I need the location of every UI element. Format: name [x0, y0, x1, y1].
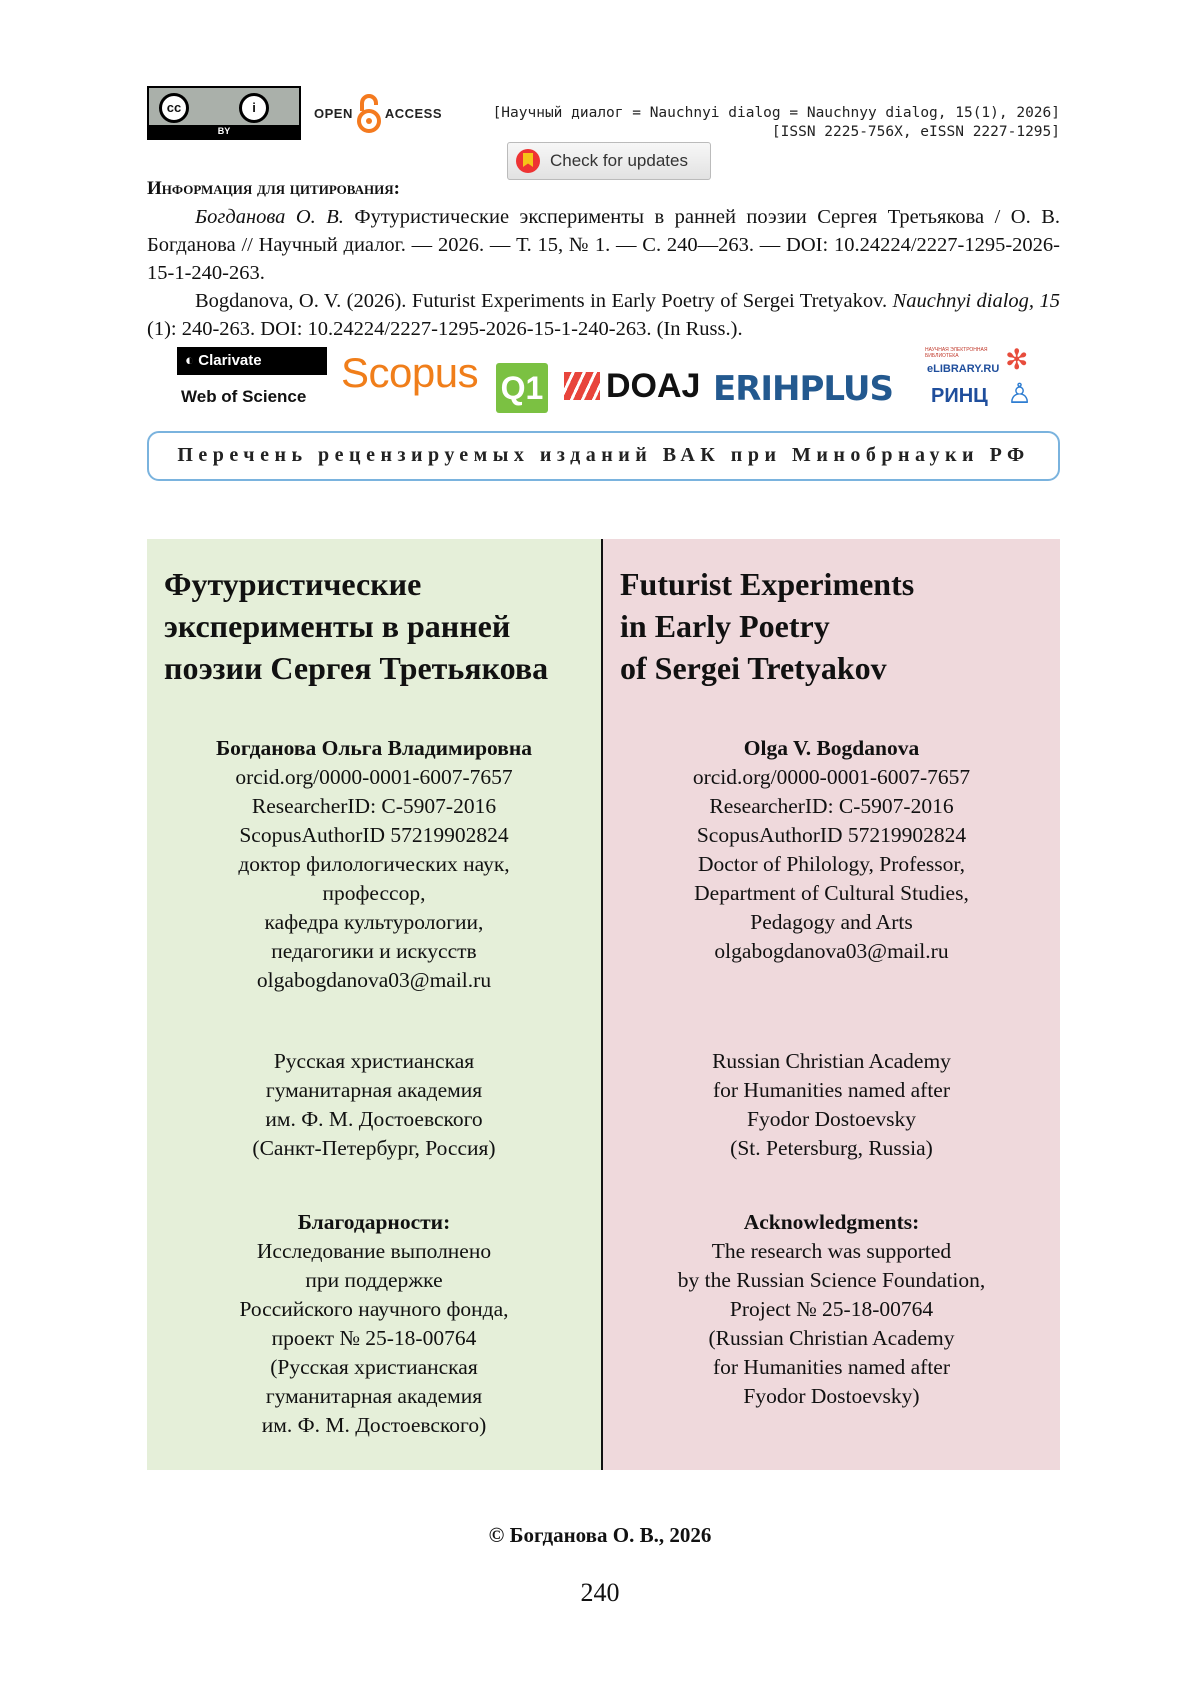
doaj-logo[interactable]: DOAJ: [564, 367, 700, 406]
degree: Doctor of Philology, Professor,: [697, 852, 966, 876]
author-info-en: [603, 734, 1060, 966]
cc-by-label: BY: [149, 125, 299, 138]
degree: доктор филологических наук,: [238, 852, 510, 876]
elibrary-caption: НАУЧНАЯ ЭЛЕКТРОННАЯ БИБЛИОТЕКА: [925, 347, 988, 359]
open-lock-icon: [357, 93, 381, 133]
scopus-logo[interactable]: Scopus: [341, 349, 479, 396]
open-access-logo: OPEN ACCESS: [314, 88, 442, 138]
journal-ref-line: [Научный диалог = Nauchnyi dialog = Nauchnyy dialog, 15(1), 2026]: [492, 105, 1060, 121]
citation-en-text: Bogdanova, O. V. (2026). Futurist Experiments in Early Poetry of Sergei Tretyakov.: [195, 290, 893, 312]
acknowledgments-ru: Благодарности: Исследование выполнено при поддержке Российского научного фонда, проект № 25-18-00764 (Русская христианская гуманитарная академия им. Ф. М. Достоевского): [147, 1208, 601, 1440]
citation-block: [147, 175, 1060, 343]
crossmark-icon: [516, 149, 540, 173]
author-info-ru: [147, 734, 601, 995]
researcher-id: ResearcherID: C-5907-2016: [251, 794, 497, 818]
ack-heading-en: Acknowledgments:: [743, 1210, 920, 1234]
cc-by-license-badge[interactable]: [147, 86, 301, 140]
article-title-ru: Футуристические эксперименты в ранней поэзии Сергея Третьякова: [164, 566, 549, 686]
department: кафедра культурологии,: [264, 910, 484, 934]
affiliation-en: Russian Christian Academy for Humanities named after Fyodor Dostoevsky (St. Petersburg, Russia): [712, 1049, 951, 1160]
erihplus-logo[interactable]: ERIHPLUS: [713, 369, 893, 409]
star-icon: ✻: [1005, 344, 1029, 375]
department-cont: Pedagogy and Arts: [750, 910, 913, 934]
elibrary-label: eLIBRARY.RU: [927, 363, 1000, 375]
vak-list-banner[interactable]: Перечень рецензируемых изданий ВАК при Минобрнауки РФ: [147, 431, 1060, 481]
web-of-science-logo[interactable]: Web of Science: [181, 387, 307, 406]
department-cont: педагогики и искусств: [271, 939, 477, 963]
citation-ru-text: Футуристические эксперименты в ранней поэзии Сергея Третьякова / О. В. Богданова // Научный диалог. — 2026. — Т. 15, № 1. — С. 240—263. — DOI: 10.24224/2227-1295-2026-15-1-240-263.: [147, 206, 1060, 284]
scopus-author-id: ScopusAuthorID 57219902824: [239, 823, 509, 847]
rinc-label: РИНЦ: [931, 385, 988, 407]
citation-heading: Информация для цитирования:: [147, 178, 400, 199]
author-name-ru: Богданова Ольга Владимировна: [215, 736, 533, 760]
orcid-link[interactable]: orcid.org/0000-0001-6007-7657: [235, 765, 513, 789]
issn-line: [ISSN 2225-756X, eISSN 2227-1295]: [771, 124, 1060, 140]
orcid-link[interactable]: orcid.org/0000-0001-6007-7657: [692, 765, 971, 789]
citation-ru-author: Богданова О. В.: [195, 206, 344, 228]
creative-commons-icon: cc: [159, 93, 189, 123]
researcher-id: ResearcherID: C-5907-2016: [709, 794, 954, 818]
ack-heading-ru: Благодарности:: [297, 1210, 451, 1234]
copyright: © Богданова О. В., 2026: [488, 1523, 712, 1547]
email-link[interactable]: olgabogdanova03@mail.ru: [714, 939, 949, 963]
q1-badge: Q1: [496, 363, 548, 413]
citation-en-journal: Nauchnyi dialog, 15: [892, 290, 1060, 312]
clarivate-logo[interactable]: ◐ Clarivate: [177, 347, 327, 375]
check-updates-label: Check for updates: [550, 151, 688, 170]
article-title-en: Futurist Experiments in Early Poetry of Sergei Tretyakov: [620, 566, 915, 686]
citation-en: [147, 287, 1060, 343]
russian-column: [147, 539, 601, 1470]
email-link[interactable]: olgabogdanova03@mail.ru: [256, 968, 492, 992]
author-name-en: Olga V. Bogdanova: [743, 736, 920, 760]
scopus-author-id: ScopusAuthorID 57219902824: [696, 823, 967, 847]
citation-ru: [147, 203, 1060, 287]
page-number: 240: [580, 1578, 620, 1607]
english-column: [603, 539, 1060, 1470]
doaj-mark-icon: [564, 372, 600, 400]
position: профессор,: [322, 881, 426, 905]
person-icon: ♙: [1007, 378, 1033, 409]
journal-reference: [493, 104, 1060, 142]
citation-en-pages: (1): 240-263. DOI: 10.24224/2227-1295-2026-15-1-240-263. (In Russ.).: [147, 318, 743, 340]
indexing-logos: [147, 345, 1060, 417]
department: Department of Cultural Studies,: [694, 881, 969, 905]
affiliation-ru: Русская христианская гуманитарная академия им. Ф. М. Достоевского (Санкт-Петербург, Россия): [252, 1049, 496, 1160]
elibrary-rinc-logo[interactable]: [917, 345, 1037, 415]
attribution-icon: i: [239, 93, 269, 123]
acknowledgments-en: Acknowledgments: The research was supported by the Russian Science Foundation, Project № 25-18-00764 (Russian Christian Academy for Humanities named after Fyodor Dostoevsky): [603, 1208, 1060, 1411]
